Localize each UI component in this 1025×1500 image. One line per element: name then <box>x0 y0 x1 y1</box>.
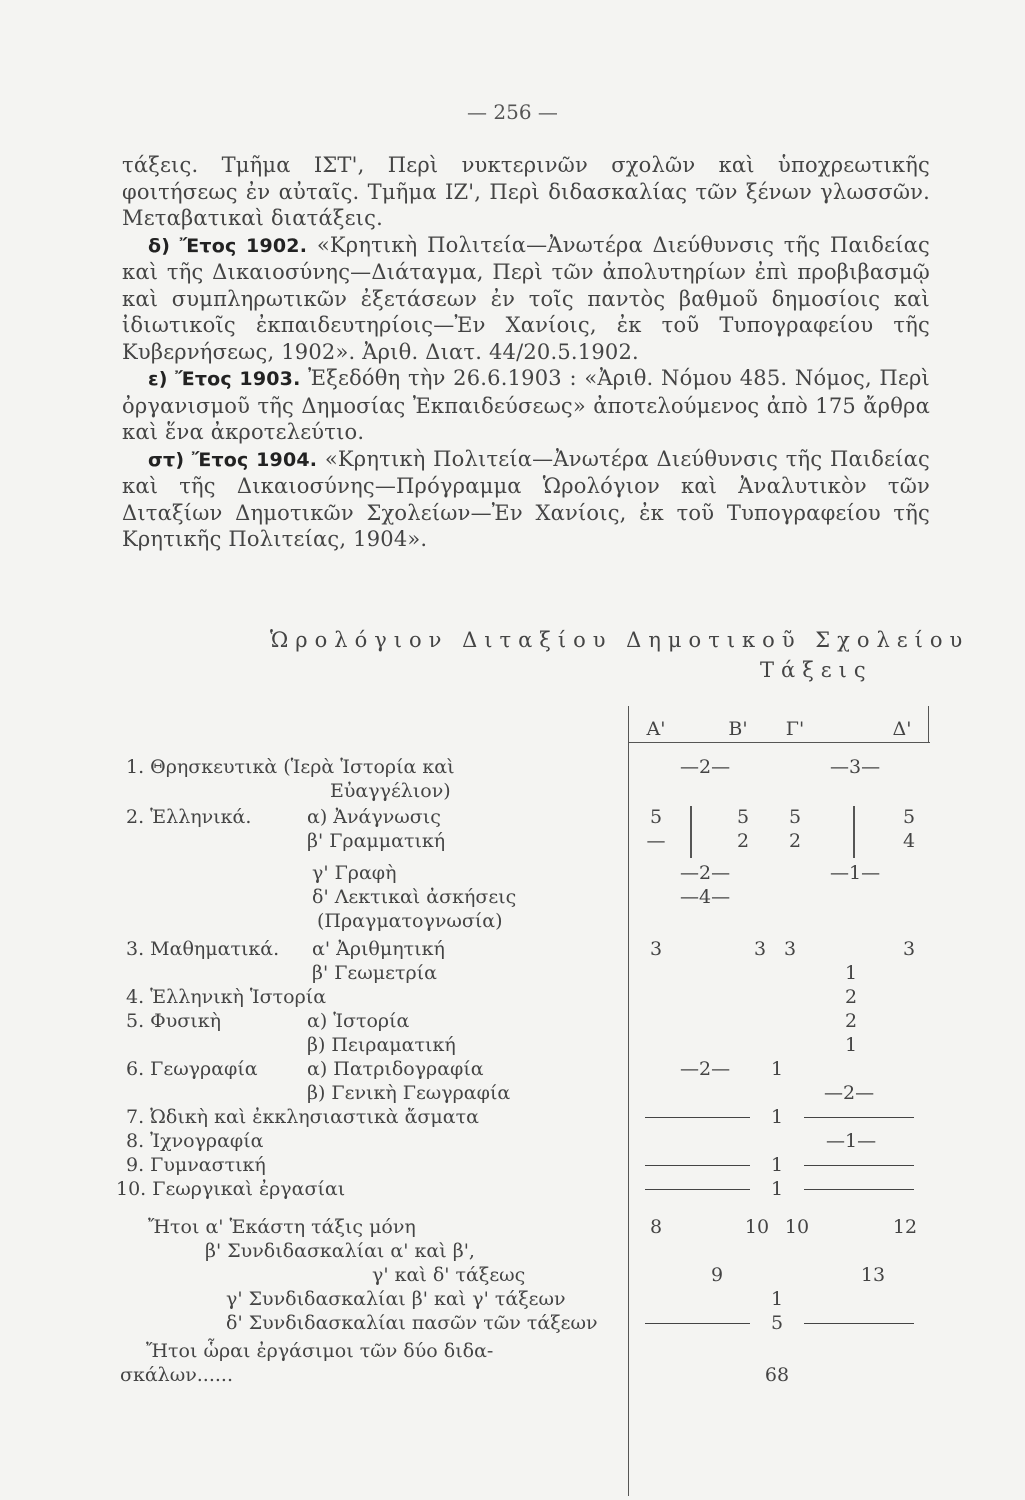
row-label: Εὐαγγέλιον) <box>330 780 451 802</box>
cell-value: 68 <box>764 1364 790 1386</box>
cell-value: —2— <box>680 862 731 884</box>
separator <box>690 806 692 858</box>
cell-value: 2 <box>788 830 802 852</box>
cell-value: 1 <box>844 1034 858 1056</box>
cell-value: 3 <box>753 938 767 960</box>
span-line <box>804 1117 914 1118</box>
row-label: 10. Γεωργικαὶ ἐργασίαι <box>116 1178 346 1200</box>
row-label: δ' Συνδιδασκαλίαι πασῶν τῶν τάξεων <box>226 1312 598 1334</box>
cell-value: 1 <box>770 1154 784 1176</box>
row-label: 8. Ἰχνογραφία <box>126 1130 264 1152</box>
cell-value: 1 <box>844 962 858 984</box>
cell-value: 9 <box>710 1264 724 1286</box>
cell-value: 5 <box>649 806 663 828</box>
row-label: σκάλων...... <box>120 1364 233 1386</box>
row-label: α) Πατριδογραφία <box>307 1058 484 1080</box>
row-label: 3. Μαθηματικά. <box>126 938 280 960</box>
col-header-d: Δ' <box>892 718 912 740</box>
header-rule <box>628 742 930 743</box>
separator <box>853 806 855 858</box>
row-label: 6. Γεωγραφία <box>126 1058 258 1080</box>
cell-value: —1— <box>830 862 881 884</box>
cell-value: 10 <box>784 1216 810 1238</box>
cell-value: 3 <box>902 938 916 960</box>
cell-value: 1 <box>770 1288 784 1310</box>
col-header-c: Γ' <box>785 718 805 740</box>
row-label: Ἤτοι ὧραι ἐργάσιμοι τῶν δύο διδα- <box>146 1340 494 1362</box>
row-label: 1. Θρησκευτικὰ (Ἱερὰ Ἱστορία καὶ <box>126 756 455 778</box>
cell-value: 4 <box>902 830 916 852</box>
cell-value: 1 <box>770 1178 784 1200</box>
cell-value: 3 <box>649 938 663 960</box>
span-line <box>645 1165 750 1166</box>
row-label: α) Ἀνάγνωσις <box>307 806 441 828</box>
cell-value: 8 <box>649 1216 663 1238</box>
span-line <box>804 1189 914 1190</box>
cell-value: 5 <box>736 806 750 828</box>
row-label: γ' Συνδιδασκαλίαι β' καὶ γ' τάξεων <box>226 1288 566 1310</box>
cell-value: 2 <box>844 1010 858 1032</box>
row-label: α' Ἀριθμητική <box>312 938 445 960</box>
cell-value: —2— <box>680 1058 731 1080</box>
span-line <box>645 1117 750 1118</box>
intro-text <box>122 152 930 553</box>
cell-value: —3— <box>830 756 881 778</box>
row-label: γ' καὶ δ' τάξεως <box>372 1264 526 1286</box>
row-label: 7. Ὠδικὴ καὶ ἐκκλησιαστικὰ ἄσματα <box>126 1106 479 1128</box>
cell-value: 1 <box>770 1058 784 1080</box>
cell-value: — <box>646 830 666 852</box>
row-label: (Πραγματογνωσία) <box>317 910 503 932</box>
row-label: 2. Ἑλληνικά. <box>126 806 252 828</box>
row-label: β) Γενικὴ Γεωγραφία <box>307 1082 511 1104</box>
column-rule-right <box>928 706 929 742</box>
row-label: β' Συνδιδασκαλίαι α' καὶ β', <box>205 1240 475 1262</box>
row-label: δ' Λεκτικαὶ ἀσκήσεις <box>312 886 517 908</box>
cell-value: —2— <box>824 1082 875 1104</box>
paragraph-1904: στ) Ἔτος 1904. «Κρητικὴ Πολιτεία—Ἀνωτέρα Διεύθυνσις τῆς Παιδείας καὶ τῆς Δικαιοσύνης—Πρόγραμμα Ὡρολόγιον καὶ Ἀναλυτικὸν τῶν Διταξίων Δημοτικῶν Σχολείων—Ἐν Χανίοις, ἐκ τοῦ Τυπογραφείου τῆς Κρητικῆς Πολιτείας, 1904». <box>122 446 930 551</box>
cell-value: 12 <box>892 1216 918 1238</box>
cell-value: 2 <box>736 830 750 852</box>
row-label: 9. Γυμναστική <box>126 1154 266 1176</box>
cell-value: —2— <box>680 756 731 778</box>
column-rule-left <box>628 706 629 1496</box>
col-header-b: Β' <box>728 718 748 740</box>
span-line <box>645 1323 750 1324</box>
paragraph-1: τάξεις. Τμῆμα ΙΣΤ', Περὶ νυκτερινῶν σχολῶν καὶ ὑποχρεωτικῆς φοιτήσεως ἐν αὐταῖς. Τμῆμα ΙΖ', Περὶ διδασκαλίας τῶν ξένων γλωσσῶν. Μεταβατικαὶ διατάξεις. <box>122 153 930 230</box>
span-line <box>645 1189 750 1190</box>
cell-value: 10 <box>744 1216 770 1238</box>
cell-value: 5 <box>770 1312 784 1334</box>
cell-value: 1 <box>770 1106 784 1128</box>
row-label: α) Ἱστορία <box>307 1010 410 1032</box>
table-title: Ὡρολόγιον Διταξίου Δημοτικοῦ Σχολείου <box>270 628 970 652</box>
cell-value: 13 <box>860 1264 886 1286</box>
span-line <box>804 1165 914 1166</box>
page-number: — 256 — <box>467 100 558 124</box>
cell-value: 2 <box>844 986 858 1008</box>
cell-value: 5 <box>788 806 802 828</box>
cell-value: —4— <box>680 886 731 908</box>
row-label: β' Γεωμετρία <box>312 962 437 984</box>
row-label: Ἤτοι α' Ἑκάστη τάξις μόνη <box>148 1216 416 1238</box>
cell-value: 3 <box>783 938 797 960</box>
col-header-a: Α' <box>646 718 666 740</box>
cell-value: 5 <box>902 806 916 828</box>
cell-value: —1— <box>826 1130 877 1152</box>
row-label: β' Γραμματική <box>307 830 446 852</box>
table-subtitle: Τάξεις <box>760 658 873 682</box>
row-label: 4. Ἑλληνικὴ Ἱστορία <box>126 986 327 1008</box>
row-label: 5. Φυσικὴ <box>126 1010 221 1032</box>
row-label: γ' Γραφὴ <box>312 862 397 884</box>
paragraph-1903: ε) Ἔτος 1903. Ἐξεδόθη τὴν 26.6.1903 : «Ἀριθ. Νόμου 485. Νόμος, Περὶ ὀργανισμοῦ τῆς Δημοσίας Ἐκπαιδεύσεως» ἀποτελούμενος ἀπὸ 175 ἄρθρα καὶ ἕνα ἀκροτελεύτιο. <box>122 366 930 444</box>
row-label: β) Πειραματική <box>307 1034 456 1056</box>
span-line <box>804 1323 914 1324</box>
paragraph-1902: δ) Ἔτος 1902. «Κρητικὴ Πολιτεία—Ἀνωτέρα Διεύθυνσις τῆς Παιδείας καὶ τῆς Δικαιοσύνης—Διάταγμα, Περὶ τῶν ἀπολυτηρίων ἐπὶ προβιβασμῷ καὶ συμπληρωτικῶν ἐξετάσεων ἐν τοῖς παντὸς βαθμοῦ δημοσίοις καὶ ἰδιωτικοῖς ἐκπαιδευτηρίοις—Ἐν Χανίοις, ἐκ τοῦ Τυπογραφείου τῆς Κυβερνήσεως, 1902». Ἀριθ. Διατ. 44/20.5.1902. <box>122 232 931 364</box>
